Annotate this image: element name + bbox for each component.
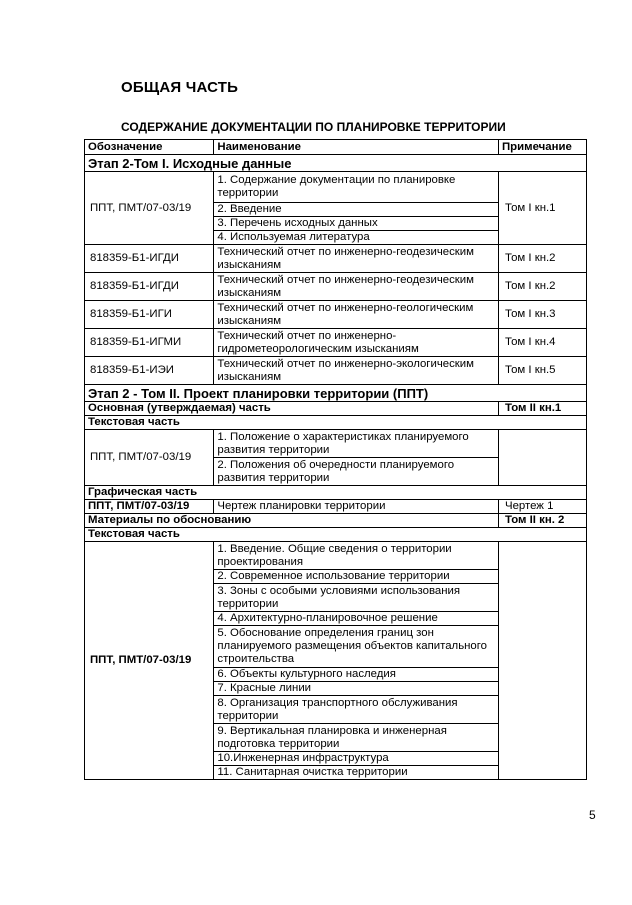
stage-row [85, 385, 587, 402]
section-title: СОДЕРЖАНИЕ ДОКУМЕНТАЦИИ ПО ПЛАНИРОВКЕ ТЕРРИТОРИИ [121, 120, 506, 134]
row-note: Том I кн.2 [499, 273, 587, 301]
row-name: Технический отчет по инженерно-гидрометеорологическим изысканиям [214, 329, 499, 357]
graphic-part-name: Чертеж планировки территории [214, 500, 499, 514]
row-name: Технический отчет по инженерно-экологическим изысканиям [214, 357, 499, 385]
group-code: ППТ, ПМТ/07-03/19 [85, 172, 214, 245]
justification-label: Материалы по обоснованию [85, 514, 499, 528]
graphic-part-code: ППТ, ПМТ/07-03/19 [85, 500, 214, 514]
list-item: 2. Введение [214, 203, 499, 217]
text-part-2-label: Текстовая часть [85, 528, 587, 542]
table-row [85, 542, 587, 570]
list-item: 1. Содержание документации по планировке территории [214, 172, 499, 203]
list-item: 11. Санитарная очистка территории [214, 766, 499, 780]
row-name: Технический отчет по инженерно-геологическим изысканиям [214, 301, 499, 329]
list-item: 9. Вертикальная планировка и инженерная подготовка территории [214, 724, 499, 752]
graphic-part-label: Графическая часть [85, 486, 587, 500]
table-row [85, 329, 587, 357]
table-row [85, 301, 587, 329]
main-part-note: Том II кн.1 [499, 402, 587, 416]
section-row [85, 402, 587, 416]
row-note: Том I кн.5 [499, 357, 587, 385]
row-name: Технический отчет по инженерно-геодезическим изысканиям [214, 245, 499, 273]
row-code: 818359-Б1-ИГИ [85, 301, 214, 329]
list-item: 4. Архитектурно-планировочное решение [214, 612, 499, 626]
row-note: Том I кн.2 [499, 245, 587, 273]
stage-1-title: Этап 2-Том I. Исходные данные [85, 155, 587, 172]
table-row [85, 430, 587, 458]
group-note: Том I кн.1 [499, 172, 587, 245]
list-item: 10.Инженерная инфраструктура [214, 752, 499, 766]
list-item: 5. Обоснование определения границ зон планируемого размещения объектов капитального строительства [214, 626, 499, 668]
row-note: Том I кн.4 [499, 329, 587, 357]
contents-table [84, 139, 587, 780]
list-item: 3. Зоны с особыми условиями использования территории [214, 584, 499, 612]
row-code: 818359-Б1-ИГМИ [85, 329, 214, 357]
justification-note: Том II кн. 2 [499, 514, 587, 528]
section-row [85, 514, 587, 528]
empty-note [499, 542, 587, 780]
text-part-code: ППТ, ПМТ/07-03/19 [85, 430, 214, 486]
list-item: 4. Используемая литература [214, 231, 499, 245]
list-item: 8. Организация транспортного обслуживания территории [214, 696, 499, 724]
table-header-row [85, 140, 587, 155]
table-row [85, 357, 587, 385]
row-code: 818359-Б1-ИГДИ [85, 245, 214, 273]
list-item: 2. Положения об очередности планируемого развития территории [214, 458, 499, 486]
table-row [85, 273, 587, 301]
list-item: 7. Красные линии [214, 682, 499, 696]
table-row [85, 245, 587, 273]
page-title: ОБЩАЯ ЧАСТЬ [121, 79, 239, 96]
text-part-label: Текстовая часть [85, 416, 587, 430]
header-note: Примечание [499, 140, 587, 155]
page-number: 5 [589, 808, 596, 822]
row-code: 818359-Б1-ИГДИ [85, 273, 214, 301]
stage-row [85, 155, 587, 172]
table-row [85, 500, 587, 514]
list-item: 6. Объекты культурного наследия [214, 668, 499, 682]
list-item: 1. Введение. Общие сведения о территории проектирования [214, 542, 499, 570]
section-row [85, 528, 587, 542]
row-name: Технический отчет по инженерно-геодезическим изысканиям [214, 273, 499, 301]
list-item: 2. Современное использование территории [214, 570, 499, 584]
list-item: 1. Положение о характеристиках планируемого развития территории [214, 430, 499, 458]
row-code: 818359-Б1-ИЭИ [85, 357, 214, 385]
stage-2-title: Этап 2 - Том II. Проект планировки территории (ППТ) [85, 385, 587, 402]
section-row [85, 416, 587, 430]
text-part-2-code: ППТ, ПМТ/07-03/19 [85, 542, 214, 780]
section-row [85, 486, 587, 500]
graphic-part-note: Чертеж 1 [499, 500, 587, 514]
table-row [85, 172, 587, 203]
header-name: Наименование [214, 140, 499, 155]
header-designation: Обозначение [85, 140, 214, 155]
list-item: 3. Перечень исходных данных [214, 217, 499, 231]
row-note: Том I кн.3 [499, 301, 587, 329]
main-part-label: Основная (утверждаемая) часть [85, 402, 499, 416]
empty-note [499, 430, 587, 486]
